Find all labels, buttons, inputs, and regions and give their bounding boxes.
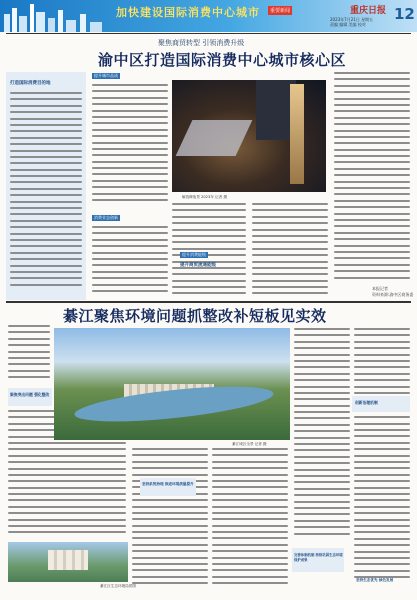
bottom-col-3-text — [212, 448, 288, 594]
top-story-headline: 渝中区打造国际消费中心城市核心区 — [98, 51, 347, 69]
photo-1-caption: 解放碑夜景 2023年 记者 摄 — [182, 195, 227, 199]
nightlife-street-photo — [172, 80, 326, 192]
bottom-subhead-4: 坚持生态优先 绿色发展 — [356, 578, 394, 582]
banner-title: 加快建设国际消费中心城市 — [116, 6, 260, 19]
bottom-col-2-text — [132, 448, 208, 594]
sidebar-text-lines — [10, 92, 82, 296]
masthead-rule — [6, 33, 411, 34]
bottom-subhead-3: 创新治理机制 — [355, 400, 378, 405]
newspaper-name: 重庆日报 — [350, 6, 387, 16]
column-4-text-lines — [252, 203, 328, 300]
issue-info — [330, 17, 390, 27]
riverside-buildings-photo — [8, 542, 128, 582]
photo-2-caption: 綦江城区全景 记者 摄 — [232, 442, 267, 446]
column-2-text-lines — [92, 84, 168, 212]
bottom-sub-2-box — [140, 478, 196, 496]
page-number: 12 — [394, 5, 415, 23]
column-2b-text-lines — [92, 226, 168, 300]
top-story-byline: 本报记者 — [372, 286, 388, 291]
section-tag-3: 提升消费能级 — [182, 252, 206, 257]
qijiang-city-panorama-photo — [54, 328, 290, 440]
bottom-subhead-5: 完善体制机制 持续巩固生态环境保护成果 — [294, 553, 343, 562]
issue-editors: 责编 编辑 美编 校对 — [330, 22, 366, 27]
banner-tag: 重要新闻 — [270, 8, 291, 14]
masthead-banner — [0, 0, 417, 32]
story-divider — [6, 301, 411, 303]
section-tag-1: 提升城市品质 — [94, 73, 118, 78]
bottom-subhead-2: 坚持系统治理 推进环境质量提升 — [142, 482, 194, 486]
section-tag-2: 消费业态创新 — [94, 215, 118, 220]
bottom-col-5-text — [354, 328, 410, 592]
column-5-text-lines — [334, 72, 410, 284]
photo-3-caption: 綦江区生态环境局供图 — [100, 584, 136, 588]
top-story-kicker: 聚焦商贸转型 引领消费升级 — [158, 39, 245, 47]
issue-date: 2023年7月21日 星期五 — [330, 17, 374, 22]
sidebar-subhead: 打造国际消费目的地 — [10, 81, 51, 86]
bottom-subhead-1: 聚焦突出问题 强化整改 — [10, 392, 50, 397]
top-story-endnote: 资料来源:渝中区商务委 — [372, 292, 414, 297]
bottom-story-headline: 綦江聚焦环境问题抓整改补短板见实效 — [63, 307, 327, 325]
mid-subhead: 提升商贸流通能级 — [180, 263, 216, 268]
bottom-col-4-text — [294, 328, 350, 542]
bottom-col-1-text — [8, 325, 50, 385]
